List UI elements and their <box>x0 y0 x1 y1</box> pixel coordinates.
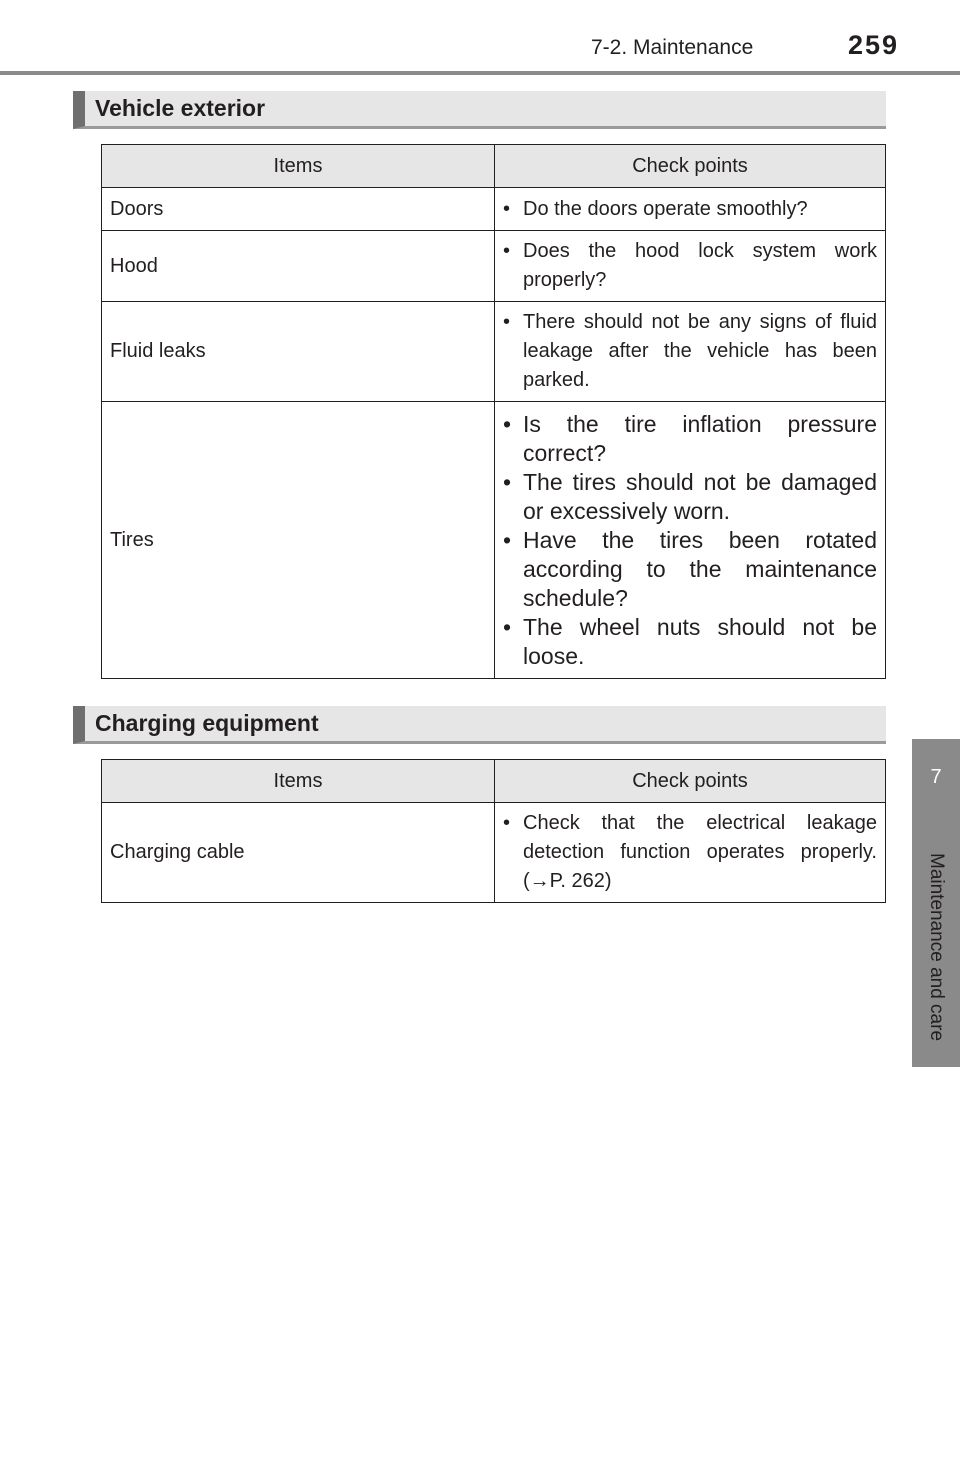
check-point: • The tires should not be damaged or excessively worn. <box>503 468 877 526</box>
row-check-points <box>495 402 886 679</box>
column-header-items: Items <box>102 145 495 188</box>
row-item: Charging cable <box>102 803 495 903</box>
table-row <box>102 302 886 402</box>
section-heading-charging-equipment: Charging equipment <box>73 706 886 744</box>
charging-equipment-table <box>101 759 886 903</box>
row-item: Doors <box>102 188 495 231</box>
row-check-points <box>495 188 886 231</box>
table-header-row <box>102 145 886 188</box>
vehicle-exterior-table <box>101 144 886 679</box>
check-point: • Does the hood lock system work properly? <box>503 237 877 295</box>
check-point: • Is the tire inflation pressure correct? <box>503 410 877 468</box>
column-header-check-points: Check points <box>495 760 886 803</box>
page-number: 259 <box>848 30 900 60</box>
table-row <box>102 188 886 231</box>
row-check-points <box>495 302 886 402</box>
header-section-title: 7-2. Maintenance <box>591 36 754 59</box>
section-heading-vehicle-exterior: Vehicle exterior <box>73 91 886 129</box>
table-row <box>102 402 886 679</box>
chapter-number-tab: 7 <box>912 739 960 827</box>
check-point: • There should not be any signs of fluid leakage after the vehicle has been parked. <box>503 308 877 395</box>
row-check-points <box>495 803 886 903</box>
chapter-title-tab <box>912 827 960 1067</box>
row-item: Fluid leaks <box>102 302 495 402</box>
check-point: • Have the tires been rotated according to the maintenance schedule? <box>503 526 877 613</box>
header-divider <box>0 71 960 75</box>
chapter-title: Maintenance and care <box>926 852 947 1042</box>
check-point: • Check that the electrical leakage detection function operates properly. (→P. 262) <box>503 809 877 896</box>
column-header-items: Items <box>102 760 495 803</box>
row-item: Hood <box>102 231 495 302</box>
table-row <box>102 231 886 302</box>
table-header-row <box>102 760 886 803</box>
check-point: • Do the doors operate smoothly? <box>503 195 877 224</box>
row-check-points <box>495 231 886 302</box>
column-header-check-points: Check points <box>495 145 886 188</box>
table-row <box>102 803 886 903</box>
row-item: Tires <box>102 402 495 679</box>
check-point: • The wheel nuts should not be loose. <box>503 613 877 671</box>
